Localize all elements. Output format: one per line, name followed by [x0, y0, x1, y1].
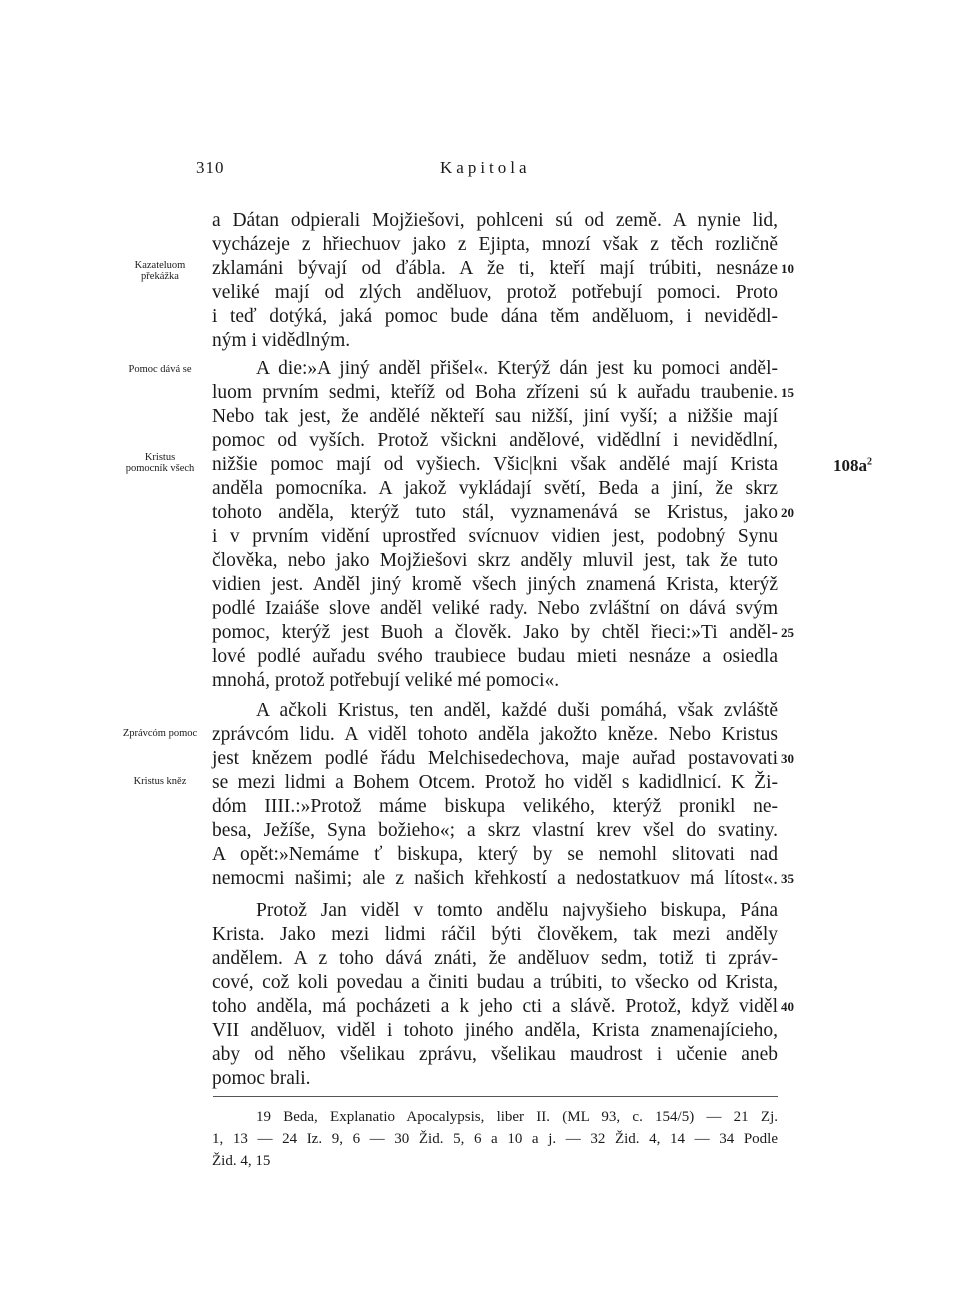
text-line: člověka, nebo jako Mojžiešovi skrz anděly mluvil jest, tak že tuto [212, 550, 778, 571]
text-line: a Dátan odpierali Mojžiešovi, pohlceni sú od země. A nynie lid, [212, 210, 778, 231]
footnote-line: 19 Beda, Explanatio Apocalypsis, liber II. (ML 93, c. 154/5) — 21 Zj. [256, 1109, 778, 1125]
folio-reference: $108a^2$ [833, 456, 872, 475]
text-line: dóm IIII.:»Protož máme biskupa velikého, kterýž pronikl ne- [212, 796, 778, 817]
text-line: anděla pomocníka. A jakož vykládají světí, Beda a jiní, že skrz [212, 478, 778, 499]
text-line: besa, Ježíše, Syna božieho«; a skrz vlastní krev všel do svatiny. [212, 820, 778, 841]
text-line: pomoc, kterýž jest Buoh a člověk. Jako by chtěl řieci:»Ti anděl- [212, 622, 778, 643]
text-line: A ačkoli Kristus, ten anděl, každé duši pomáhá, však zvláště [256, 700, 778, 721]
line-number: 20 [781, 505, 794, 520]
text-line: ným i vidědlným. [212, 330, 351, 351]
text-line: se mezi lidmi a Bohem Otcem. Protož ho viděl s kadidlnicí. K Ži- [212, 772, 778, 793]
text-line: toho anděla, má pocházeti a k jeho cti a slávě. Protož, když viděl [212, 996, 778, 1017]
running-title: Kapitola [440, 158, 531, 177]
text-line: aby od něho všelikau zprávu, všelikau maudrost i učenie aneb [212, 1044, 778, 1065]
text-line: zprávcóm lidu. A viděl tohoto anděla jakožto kněze. Nebo Kristus [212, 724, 778, 745]
text-line: luom prvním sedmi, kteříž od Boha zřízeni sú k auřadu traubenie. [212, 382, 778, 403]
text-line: nemocmi našimi; ale z našich křehkostí a nedostatkuov má lítost«. [212, 868, 778, 889]
text-line: zklamáni bývají od ďábla. A že ti, kteří mají trúbiti, nesnáze [212, 258, 778, 279]
text-line: podlé Izaiáše slove anděl veliké rady. Nebo zvláštní on dává svým [212, 598, 778, 619]
text-line: i v prvním vidění uprostřed svícnuov vidien jest, podobný Synu [212, 526, 778, 547]
marginal-note: Kristus pomocník všech [125, 452, 195, 474]
line-number: 35 [781, 871, 794, 886]
marginal-note: Pomoc dává se [128, 364, 192, 375]
marginal-note: Kristus kněz [133, 776, 187, 787]
text-line: veliké mají od zlých anděluov, protož potřebují pomoci. Proto [212, 282, 778, 303]
text-line: Nebo tak jest, že andělé někteří sau nižší, jiní vyší; a nižšie mají [212, 406, 778, 427]
text-line: pomoc od vyších. Protož všickni andělové, vidědlní i nevidědlní, [212, 430, 778, 451]
text-line: A opět:»Nemáme ť biskupa, který by se nemohl slitovati nad [212, 844, 778, 865]
text-line: lové podlé auřadu svého traubiece budau mieti nesnáze a osiedla [212, 646, 778, 667]
text-line: vidien jest. Anděl jiný kromě všech jiných znamená Krista, kterýž [212, 574, 778, 595]
marginal-note: Kazateluom překážka [134, 260, 186, 282]
text-line: A die:»A jiný anděl přišel«. Kterýž dán jest ku pomoci anděl- [256, 358, 778, 379]
text-line: i teď dotýká, jaká pomoc bude dána těm anděluom, i nevidědl- [212, 306, 778, 327]
text-line: mnohá, protož potřebují veliké mé pomoci«. [212, 670, 560, 691]
text-line: vycházeje z hřiechuov jako z Ejipta, mnozí však z těch rozličně [212, 234, 778, 255]
text-line: andělem. A z toho dává znáti, že anděluov sedm, totiž ti zpráv- [212, 948, 778, 969]
line-number: 25 [781, 625, 794, 640]
marginal-note: Zprávcóm pomoc [122, 728, 198, 739]
text-line: nižšie pomoc mají od vyšiech. Všic|kni však andělé mají Krista [212, 454, 778, 475]
line-number: 40 [781, 999, 794, 1014]
footnote-divider [213, 1096, 778, 1097]
text-line: jest knězem podlé řádu Melchisedechova, maje auřad postavovati [212, 748, 778, 769]
text-line: cové, což koli povedau a činiti budau a trúbiti, to všecko od Krista, [212, 972, 778, 993]
text-line: VII anděluov, viděl i tohoto jiného anděla, Krista znamenajícieho, [212, 1020, 778, 1041]
text-line: pomoc brali. [212, 1068, 311, 1089]
footnote-line: Žid. 4, 15 [212, 1153, 271, 1169]
line-number: 15 [781, 385, 794, 400]
line-number: 30 [781, 751, 794, 766]
text-line: Protož Jan viděl v tomto andělu najvyšieho biskupa, Pána [256, 900, 778, 921]
text-line: tohoto anděla, kterýž tuto stál, vyznamenává se Kristus, jako [212, 502, 778, 523]
footnote-line: 1, 13 — 24 Iz. 9, 6 — 30 Žid. 5, 6 a 10 a j. — 32 Žid. 4, 14 — 34 Podle [212, 1131, 778, 1147]
text-line: Krista. Jako mezi lidmi ráčil býti člověkem, tak mezi anděly [212, 924, 778, 945]
line-number: 10 [781, 261, 794, 276]
page-number: 310 [196, 158, 225, 177]
